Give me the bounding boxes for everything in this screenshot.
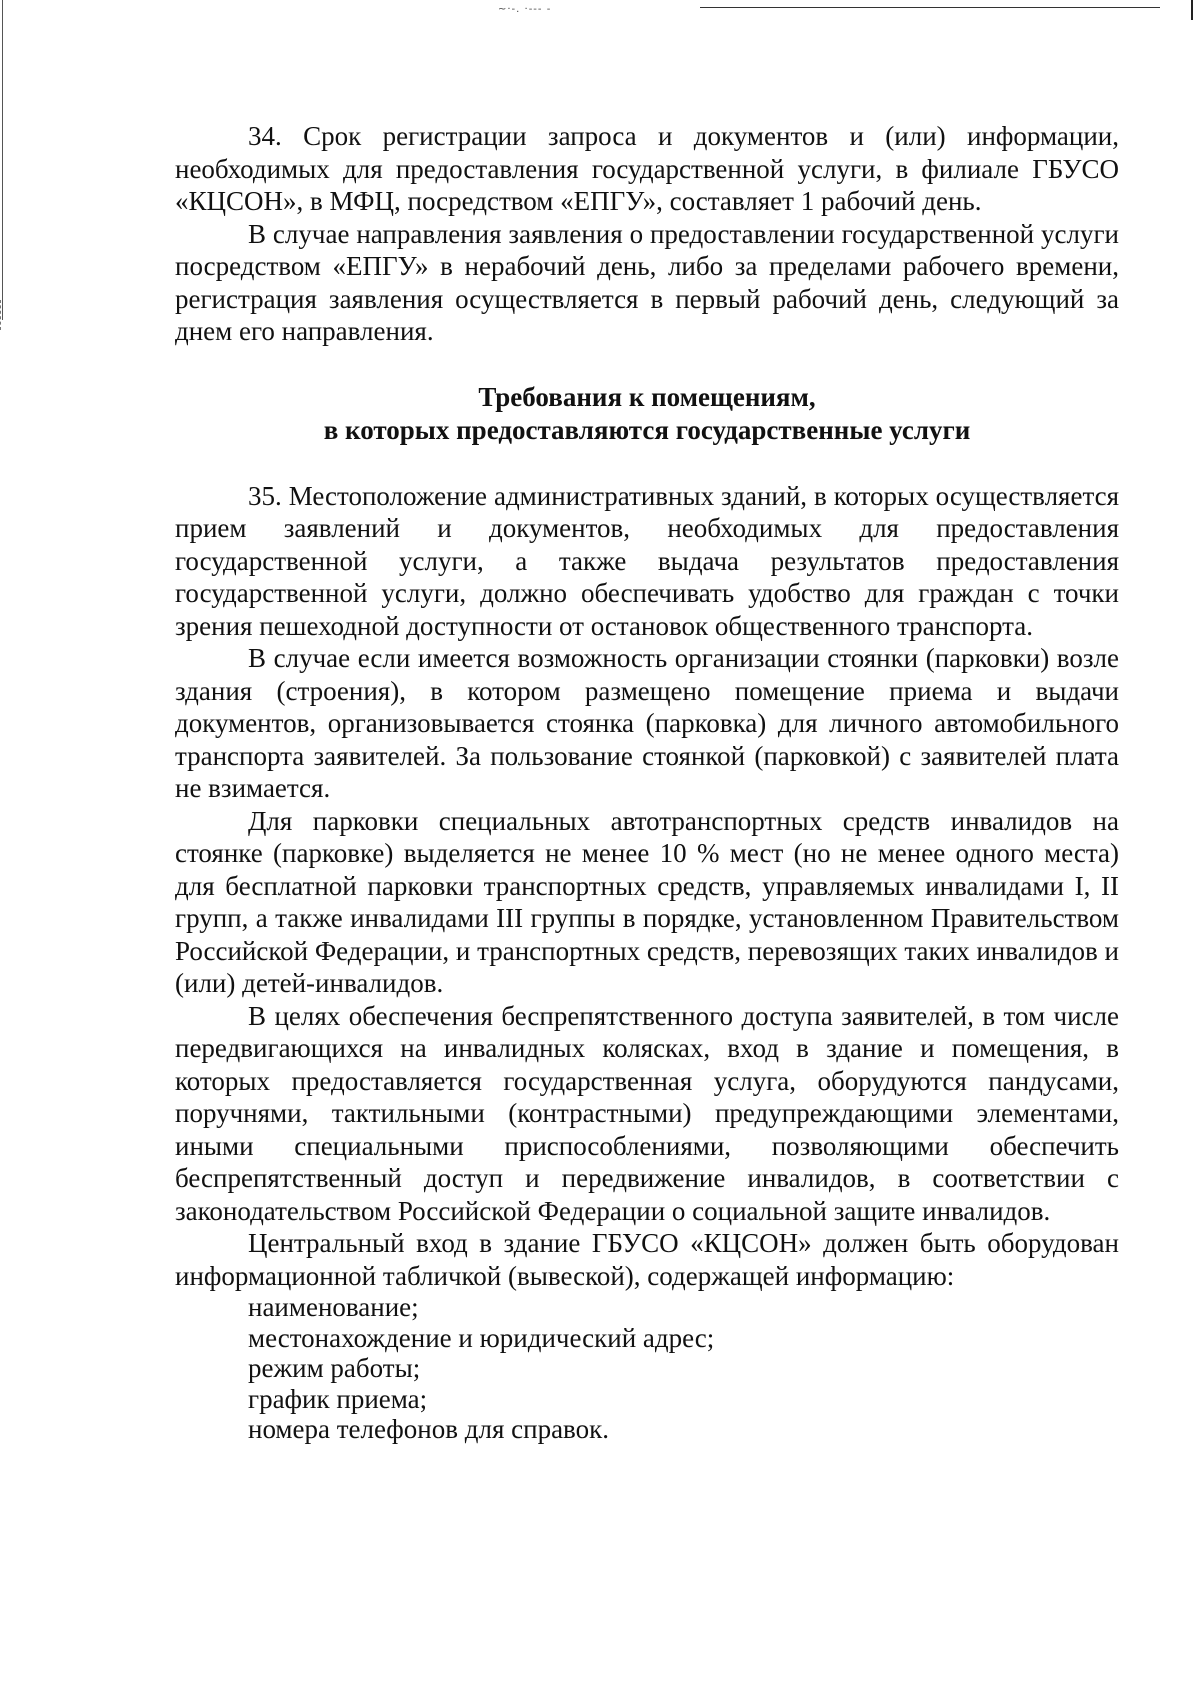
heading-line: в которых предоставляются государственные услуги	[323, 414, 971, 445]
scan-edge-line	[700, 7, 1160, 8]
paragraph: В случае направления заявления о предоставлении государственной услуги посредством «ЕПГУ» в нерабочий день, либо за пределами рабочего времени, регистрация заявления осуществляется в первый рабочий день, следующий за днем его направления.	[175, 218, 1119, 346]
list-item: номера телефонов для справок.	[248, 1414, 609, 1444]
list-item: режим работы;	[248, 1353, 421, 1383]
paragraph: Для парковки специальных автотранспортных средств инвалидов на стоянке (парковке) выделяется не менее 10 % мест (но не менее одного места) для бесплатной парковки транспортных средств, управляемых инвалидами I, II групп, а также инвалидами III группы в порядке, установленном Правительством Российской Федерации, и транспортных средств, перевозящих таких инвалидов и (или) детей-инвалидов.	[175, 805, 1119, 998]
scan-edge-ticks	[0, 300, 5, 330]
list-item: наименование;	[248, 1292, 419, 1322]
heading-line: Требования к помещениям,	[478, 381, 816, 412]
scan-header-marks: ~·‑. ·‑‑‑ ‑	[498, 4, 552, 15]
section-heading	[175, 381, 1119, 447]
scan-edge-line	[2, 0, 3, 320]
list-item: график приема;	[248, 1383, 428, 1414]
paragraph: В случае если имеется возможность организации стоянки (парковки) возле здания (строения), в котором размещено помещение приема и выдачи документов, организовывается стоянка (парковка) для личного автомобильного транспорта заявителей. За пользование стоянкой (парковкой) с заявителей плата не взимается.	[175, 643, 1119, 803]
document-body	[175, 120, 1119, 1445]
paragraph: Центральный вход в здание ГБУСО «КЦСОН» должен быть оборудован информационной табличкой (вывеской), содержащей информацию:	[175, 1228, 1119, 1291]
paragraph-35: 35. Местоположение административных зданий, в которых осуществляется прием заявлений и документов, необходимых для предоставления государственной услуги, а также выдача результатов предоставления государственной услуги, должно обеспечивать удобство для граждан с точки зрения пешеходной доступности от остановок общественного транспорта.	[175, 480, 1119, 641]
paragraph-34: 34. Срок регистрации запроса и документов и (или) информации, необходимых для предоставления государственной услуги, в филиале ГБУСО «КЦСОН», в МФЦ, посредством «ЕПГУ», составляет 1 рабочий день.	[175, 121, 1119, 216]
paragraph: В целях обеспечения беспрепятственного доступа заявителей, в том числе передвигающихся на инвалидных колясках, вход в здание и помещения, в которых предоставляется государственная услуга, оборудуются пандусами, поручнями, тактильными (контрастными) предупреждающими элементами, иными специальными приспособлениями, позволяющими обеспечить беспрепятственный доступ и передвижение инвалидов, в соответствии с законодательством Российской Федерации о социальной защите инвалидов.	[175, 1000, 1119, 1226]
scan-edge-line	[1191, 0, 1193, 20]
list-item: местонахождение и юридический адрес;	[248, 1322, 715, 1353]
info-list	[175, 1292, 1119, 1445]
